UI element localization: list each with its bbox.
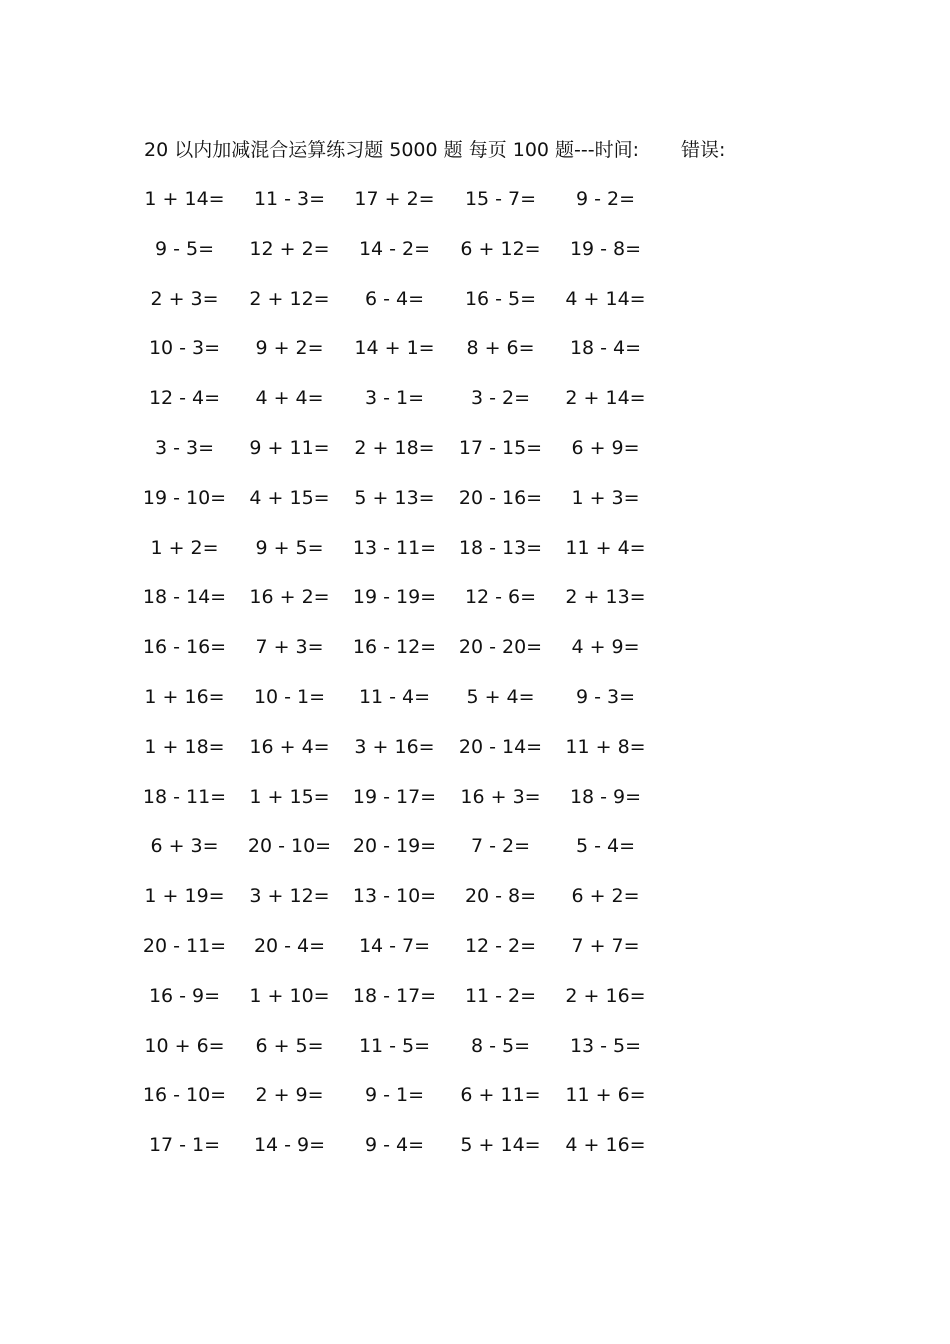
problem-row <box>0 981 950 1011</box>
problem-item: 5 + 4= <box>466 686 535 708</box>
problem-item: 12 + 2= <box>249 237 330 260</box>
problem-item: 14 - 7= <box>358 935 431 957</box>
problem-item: 13 - 11= <box>352 536 437 559</box>
problem-row <box>0 234 950 264</box>
problem-item: 9 + 2= <box>255 337 324 360</box>
problem-item: 8 + 6= <box>466 337 535 360</box>
problem-item: 2 + 14= <box>565 387 646 410</box>
problem-item: 4 + 9= <box>571 636 640 659</box>
problem-item: 4 + 15= <box>249 486 330 509</box>
problem-row <box>0 931 950 961</box>
problem-item: 16 - 10= <box>142 1084 227 1107</box>
problem-item: 17 - 1= <box>148 1134 221 1157</box>
problem-item: 19 - 17= <box>352 785 437 808</box>
problem-item: 18 - 9= <box>569 785 642 808</box>
problem-item: 13 - 10= <box>352 885 437 908</box>
problem-item: 16 + 2= <box>249 586 330 609</box>
problem-row <box>0 881 950 911</box>
problem-item: 2 + 18= <box>354 437 435 459</box>
problem-item: 18 - 14= <box>142 586 227 609</box>
problem-item: 10 + 6= <box>144 1034 225 1057</box>
problem-item: 1 + 2= <box>150 536 219 559</box>
errors-label: 错误: <box>681 139 726 161</box>
problem-item: 12 - 4= <box>148 387 221 410</box>
problem-item: 17 - 15= <box>458 437 543 459</box>
problem-item: 12 - 2= <box>464 935 537 957</box>
problem-item: 9 + 5= <box>255 536 324 559</box>
problem-row <box>0 1080 950 1110</box>
problem-item: 6 + 9= <box>571 437 640 459</box>
problem-item: 9 - 4= <box>364 1134 425 1157</box>
problem-item: 6 + 2= <box>571 885 640 908</box>
problem-row <box>0 632 950 662</box>
problem-item: 16 + 3= <box>460 785 541 808</box>
problem-item: 13 - 5= <box>569 1034 642 1057</box>
problem-item: 4 + 4= <box>255 387 324 410</box>
problem-item: 1 + 14= <box>144 188 225 210</box>
problem-row <box>0 284 950 314</box>
problem-item: 20 - 19= <box>352 835 437 858</box>
problem-item: 9 - 5= <box>154 237 215 260</box>
problem-item: 7 + 3= <box>255 636 324 659</box>
problem-item: 5 + 13= <box>354 486 435 509</box>
problem-item: 9 + 11= <box>249 437 330 459</box>
problem-item: 16 - 16= <box>142 636 227 659</box>
problem-item: 6 + 5= <box>255 1034 324 1057</box>
problem-item: 5 + 14= <box>460 1134 541 1157</box>
problem-item: 14 - 2= <box>358 237 431 260</box>
problem-item: 4 + 14= <box>565 287 646 310</box>
problem-item: 1 + 18= <box>144 735 225 758</box>
problem-item: 11 + 6= <box>565 1084 646 1107</box>
problem-item: 15 - 7= <box>464 188 537 210</box>
problem-item: 2 + 3= <box>150 287 219 310</box>
problem-item: 18 - 17= <box>352 984 437 1007</box>
problem-item: 9 - 1= <box>364 1084 425 1107</box>
problem-item: 16 + 4= <box>249 735 330 758</box>
problem-item: 4 + 16= <box>565 1134 646 1157</box>
problem-item: 20 - 14= <box>458 735 543 758</box>
problem-row <box>0 433 950 463</box>
problem-row <box>0 483 950 513</box>
problem-item: 3 + 16= <box>354 735 435 758</box>
problem-row <box>0 732 950 762</box>
problem-row <box>0 383 950 413</box>
problem-row <box>0 782 950 812</box>
problem-item: 16 - 5= <box>464 287 537 310</box>
problem-item: 3 - 3= <box>154 437 215 459</box>
problem-item: 20 - 16= <box>458 486 543 509</box>
problem-item: 6 + 12= <box>460 237 541 260</box>
problem-item: 20 - 10= <box>247 835 332 858</box>
problem-item: 19 - 8= <box>569 237 642 260</box>
problem-row <box>0 184 950 214</box>
worksheet-title: 20 以内加减混合运算练习题 5000 题 每页 100 题---时间: <box>144 139 640 161</box>
problem-item: 10 - 3= <box>148 337 221 360</box>
problem-item: 11 - 5= <box>358 1034 431 1057</box>
problem-row <box>0 831 950 861</box>
problem-item: 18 - 4= <box>569 337 642 360</box>
problem-item: 14 - 9= <box>253 1134 326 1157</box>
problem-item: 3 - 1= <box>364 387 425 410</box>
problem-item: 20 - 4= <box>253 935 326 957</box>
problem-item: 7 + 7= <box>571 935 640 957</box>
problem-item: 1 + 16= <box>144 686 225 708</box>
problem-item: 1 + 15= <box>249 785 330 808</box>
problem-item: 2 + 13= <box>565 586 646 609</box>
problem-item: 12 - 6= <box>464 586 537 609</box>
problem-item: 6 + 3= <box>150 835 219 858</box>
problem-row <box>0 533 950 563</box>
problem-item: 19 - 19= <box>352 586 437 609</box>
problem-item: 6 + 11= <box>460 1084 541 1107</box>
problem-item: 9 - 3= <box>575 686 636 708</box>
problem-item: 3 - 2= <box>470 387 531 410</box>
problem-item: 17 + 2= <box>354 188 435 210</box>
problem-item: 11 - 4= <box>358 686 431 708</box>
problem-item: 19 - 10= <box>142 486 227 509</box>
problem-item: 11 + 8= <box>565 735 646 758</box>
problem-item: 18 - 13= <box>458 536 543 559</box>
problem-item: 3 + 12= <box>249 885 330 908</box>
problem-row <box>0 682 950 712</box>
problem-row <box>0 582 950 612</box>
problem-item: 14 + 1= <box>354 337 435 360</box>
problem-item: 1 + 19= <box>144 885 225 908</box>
problem-item: 11 - 3= <box>253 188 326 210</box>
problem-item: 1 + 3= <box>571 486 640 509</box>
problem-item: 16 - 12= <box>352 636 437 659</box>
problem-item: 5 - 4= <box>575 835 636 858</box>
problem-row <box>0 1031 950 1061</box>
problem-item: 2 + 9= <box>255 1084 324 1107</box>
problem-item: 7 - 2= <box>470 835 531 858</box>
problem-item: 11 - 2= <box>464 984 537 1007</box>
problem-item: 2 + 12= <box>249 287 330 310</box>
problem-item: 11 + 4= <box>565 536 646 559</box>
problem-item: 8 - 5= <box>470 1034 531 1057</box>
problem-item: 1 + 10= <box>249 984 330 1007</box>
problem-item: 20 - 20= <box>458 636 543 659</box>
problem-item: 18 - 11= <box>142 785 227 808</box>
problem-row <box>0 333 950 363</box>
problem-item: 20 - 8= <box>464 885 537 908</box>
problem-item: 10 - 1= <box>253 686 326 708</box>
problem-item: 6 - 4= <box>364 287 425 310</box>
problem-item: 9 - 2= <box>575 188 636 210</box>
problem-item: 20 - 11= <box>142 935 227 957</box>
problem-item: 16 - 9= <box>148 984 221 1007</box>
problem-row <box>0 1130 950 1160</box>
problem-item: 2 + 16= <box>565 984 646 1007</box>
